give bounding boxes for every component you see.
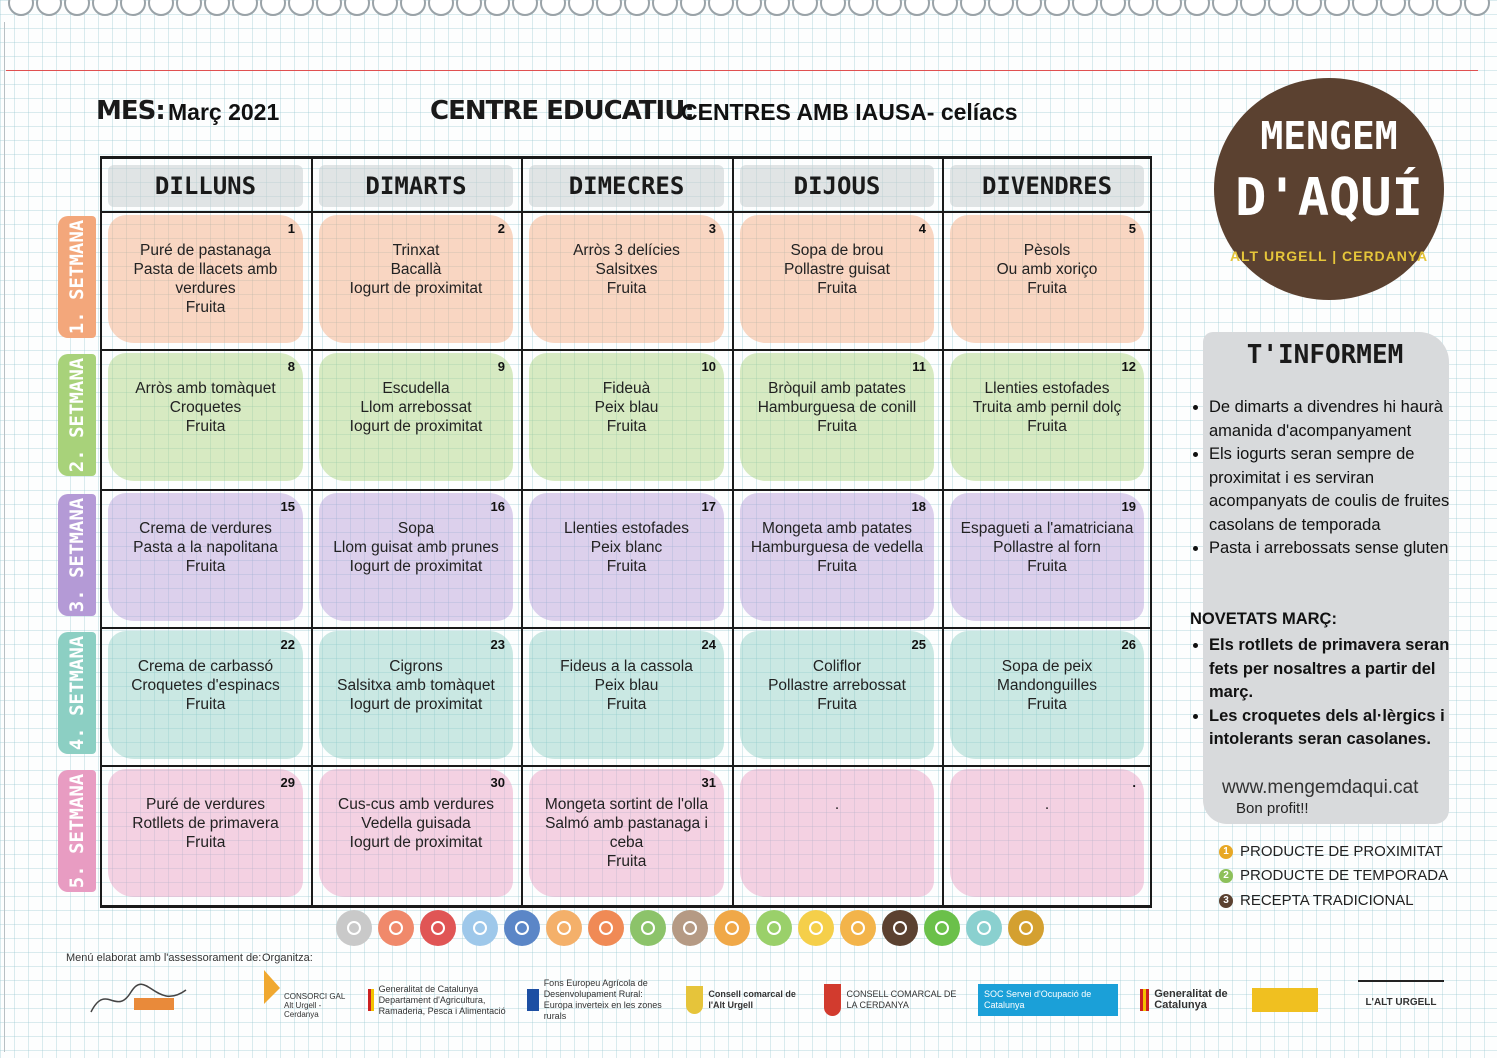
mengem-daqui-logo bbox=[1214, 78, 1444, 300]
ring-icon bbox=[1268, 0, 1294, 16]
menu-text bbox=[112, 795, 299, 852]
sponsor-ccau bbox=[686, 980, 806, 1020]
menu-dish: Bacallà bbox=[390, 261, 442, 278]
menu-dish: Cigrons bbox=[389, 658, 443, 675]
ring-icon bbox=[428, 0, 454, 16]
menu-cell bbox=[100, 765, 311, 903]
margin-line bbox=[6, 70, 1478, 71]
menu-dish: Iogurt de proximitat bbox=[349, 280, 483, 297]
menu-text bbox=[323, 519, 509, 576]
sulphite-icon bbox=[798, 910, 834, 946]
day-header: DIMECRES bbox=[529, 165, 724, 207]
ring-icon bbox=[876, 0, 902, 16]
ring-icon bbox=[904, 0, 930, 16]
menu-cell bbox=[732, 349, 942, 487]
menu-cell bbox=[100, 627, 311, 765]
menu-dish: Arròs amb tomàquet bbox=[135, 380, 276, 397]
menu-cell bbox=[311, 211, 521, 349]
menu-cell bbox=[521, 349, 732, 487]
centre-value: CENTRES AMB IAUSA- celíacs bbox=[681, 99, 1018, 125]
day-number: 18 bbox=[911, 499, 926, 514]
lupin-icon bbox=[840, 910, 876, 946]
menu-calendar bbox=[100, 156, 1152, 908]
sponsor-alturgell bbox=[1358, 980, 1444, 1022]
info-item: • Els iogurts seran sempre de proximitat i es serviran acompanyats de coulis de fruites casolans de temporada bbox=[1209, 443, 1474, 537]
menu-cell bbox=[311, 765, 521, 903]
menu-dish: . bbox=[834, 796, 840, 813]
menu-text bbox=[323, 795, 509, 852]
day-header: DIMARTS bbox=[319, 165, 513, 207]
ring-icon bbox=[596, 0, 622, 16]
menu-dish: Salsitxes bbox=[595, 261, 658, 278]
ring-icon bbox=[848, 0, 874, 16]
menu-cell bbox=[521, 765, 732, 903]
menu-dish: Fruita bbox=[606, 280, 647, 297]
menu-text bbox=[954, 519, 1140, 576]
sponsor-text: Generalitat de Catalunya Departament d'Agricultura, Ramaderia, Pesca i Alimentació bbox=[378, 983, 506, 1016]
menu-dish: Puré de verdures bbox=[146, 796, 265, 813]
menu-dish: Llenties estofades bbox=[984, 380, 1110, 397]
menu-text bbox=[533, 379, 720, 436]
ring-icon bbox=[1184, 0, 1210, 16]
ring-icon bbox=[456, 0, 482, 16]
ring-icon bbox=[1240, 0, 1266, 16]
day-number: 30 bbox=[490, 775, 505, 790]
news-item: • Els rotllets de primavera seran fets per nosaltres a partir del març. bbox=[1209, 634, 1474, 705]
logo-line3: ALT URGELL | CERDANYA bbox=[1229, 248, 1429, 264]
menu-text bbox=[112, 241, 299, 317]
menu-text bbox=[323, 241, 509, 298]
ring-icon bbox=[316, 0, 342, 16]
legend-tradicional bbox=[1219, 892, 1414, 909]
info-item: • Pasta i arrebossats sense gluten bbox=[1209, 537, 1474, 561]
ring-icon bbox=[1100, 0, 1126, 16]
elaborat-text: Menú elaborat amb l'assessorament de: bbox=[66, 952, 262, 964]
day-number: 17 bbox=[701, 499, 716, 514]
menu-cell bbox=[942, 349, 1152, 487]
ring-icon bbox=[400, 0, 426, 16]
menu-dish: Trinxat bbox=[392, 242, 440, 259]
menu-text bbox=[533, 795, 720, 871]
menu-cell bbox=[100, 211, 311, 349]
ring-icon bbox=[288, 0, 314, 16]
menu-dish: Hamburguesa de vedella bbox=[750, 539, 924, 556]
cereal-icon bbox=[336, 910, 372, 946]
menu-text bbox=[533, 519, 720, 576]
cell-background bbox=[950, 769, 1144, 897]
menu-dish: Pasta de llacets amb verdures bbox=[133, 261, 278, 297]
ring-icon bbox=[344, 0, 370, 16]
ring-icon bbox=[372, 0, 398, 16]
sponsor-cerdanya bbox=[824, 980, 964, 1020]
bon-profit-text: Bon profit!! bbox=[1236, 800, 1309, 817]
menu-dish: Llom arrebossat bbox=[360, 399, 472, 416]
menu-dish: . bbox=[1044, 796, 1050, 813]
ring-icon bbox=[1352, 0, 1378, 16]
sesame-icon bbox=[756, 910, 792, 946]
menu-dish: Fruita bbox=[185, 558, 226, 575]
menu-dish: Fruita bbox=[817, 418, 857, 435]
week-label: 2. SETMANA bbox=[66, 357, 89, 473]
day-number: 11 bbox=[912, 359, 926, 374]
notebook-rings bbox=[0, 0, 1497, 22]
menu-dish: Fideus a la cassola bbox=[560, 658, 693, 675]
organitza-text: Organitza: bbox=[262, 952, 313, 964]
day-number: 10 bbox=[701, 359, 716, 374]
day-number: 4 bbox=[918, 221, 926, 236]
ring-icon bbox=[1324, 0, 1350, 16]
menu-cell bbox=[100, 489, 311, 627]
mollusc-icon bbox=[882, 910, 918, 946]
day-number: 2 bbox=[497, 221, 505, 236]
menu-dish: Fruita bbox=[817, 280, 857, 297]
menu-dish: Iogurt de proximitat bbox=[349, 834, 483, 851]
ring-icon bbox=[176, 0, 202, 16]
day-number: . bbox=[1132, 775, 1136, 790]
menu-dish: Fruita bbox=[1027, 696, 1067, 713]
day-number: 24 bbox=[701, 637, 716, 652]
menu-dish: Fruita bbox=[185, 834, 226, 851]
week-tab bbox=[58, 216, 96, 338]
sponsor-text: L'ALT URGELL bbox=[1365, 996, 1437, 1008]
menu-dish: Fruita bbox=[185, 696, 226, 713]
menu-dish: Fruita bbox=[185, 418, 226, 435]
menu-dish: Mongeta sortint de l'olla bbox=[544, 796, 709, 813]
sponsor-text: Consell comarcal de l'Alt Urgell bbox=[708, 989, 796, 1010]
menu-dish: Fruita bbox=[606, 696, 647, 713]
page-edge bbox=[4, 22, 5, 1052]
eco-icon bbox=[924, 910, 960, 946]
day-number: 3 bbox=[708, 221, 716, 236]
menu-dish: Hamburguesa de conill bbox=[757, 399, 917, 416]
consorci-logo bbox=[262, 968, 282, 1006]
menu-cell bbox=[732, 627, 942, 765]
ring-icon bbox=[1408, 0, 1434, 16]
menu-dish: Salsitxa amb tomàquet bbox=[337, 677, 495, 694]
menu-text bbox=[954, 379, 1140, 436]
info-list bbox=[1190, 396, 1474, 561]
sponsor-agricultura bbox=[368, 980, 513, 1020]
ring-icon bbox=[1436, 0, 1462, 16]
ring-icon bbox=[120, 0, 146, 16]
legend-temporada bbox=[1219, 867, 1448, 884]
menu-dish: Mandonguilles bbox=[997, 677, 1097, 694]
week-tab bbox=[58, 354, 96, 476]
day-number: 8 bbox=[287, 359, 295, 374]
ring-icon bbox=[820, 0, 846, 16]
ring-icon bbox=[764, 0, 790, 16]
day-number: 12 bbox=[1121, 359, 1136, 374]
menu-dish: Pollastre al forn bbox=[993, 539, 1101, 556]
day-number: 23 bbox=[490, 637, 505, 652]
menu-dish: Salmó amb pastanaga i ceba bbox=[545, 815, 708, 851]
soc-badge: SOC Servei d'Ocupació de Catalunya bbox=[978, 984, 1118, 1016]
menu-cell bbox=[311, 489, 521, 627]
menu-dish: Sopa de peix bbox=[1001, 658, 1093, 675]
menu-dish: Fruita bbox=[185, 299, 226, 316]
day-number: 1 bbox=[287, 221, 295, 236]
week-label: 4. SETMANA bbox=[66, 635, 89, 751]
ring-icon bbox=[960, 0, 986, 16]
menu-dish: Sopa de brou bbox=[790, 242, 884, 259]
sponsor-feader bbox=[527, 980, 672, 1020]
menu-cell bbox=[942, 211, 1152, 349]
menu-dish: Llom guisat amb prunes bbox=[333, 539, 499, 556]
allergen-icon-row bbox=[336, 910, 1044, 946]
nut-icon bbox=[630, 910, 666, 946]
ring-icon bbox=[1296, 0, 1322, 16]
logo-line2: D'AQUÍ bbox=[1235, 168, 1423, 228]
menu-dish: Iogurt de proximitat bbox=[349, 696, 483, 713]
week-label: 3. SETMANA bbox=[66, 497, 89, 613]
menu-cell bbox=[942, 489, 1152, 627]
ring-icon bbox=[1016, 0, 1042, 16]
ring-icon bbox=[8, 0, 34, 16]
menu-dish: Pollastre guisat bbox=[784, 261, 890, 278]
news-item: • Les croquetes dels al·lèrgics i intolerants seran casolanes. bbox=[1209, 705, 1474, 752]
spain-gov-logo bbox=[1252, 988, 1318, 1012]
menu-text bbox=[744, 241, 930, 298]
menu-cell bbox=[311, 627, 521, 765]
legend-label: PRODUCTE DE TEMPORADA bbox=[1240, 867, 1449, 884]
sponsor-soc bbox=[978, 980, 1118, 1020]
website-link[interactable]: www.mengemdaqui.cat bbox=[1222, 777, 1419, 798]
news-title: NOVETATS MARÇ: bbox=[1190, 610, 1337, 628]
menu-dish: Fruita bbox=[606, 418, 647, 435]
ring-icon bbox=[204, 0, 230, 16]
menu-dish: Fruita bbox=[817, 696, 857, 713]
menu-dish: Ou amb xoriço bbox=[996, 261, 1098, 278]
info-title: T'INFORMEM bbox=[1246, 340, 1404, 370]
menu-dish: Bròquil amb patates bbox=[768, 380, 906, 397]
ring-icon bbox=[988, 0, 1014, 16]
sponsor-text: CONSELL COMARCAL DE LA CERDANYA bbox=[846, 989, 957, 1010]
fish-icon bbox=[462, 910, 498, 946]
menu-dish: Rotllets de primavera bbox=[132, 815, 279, 832]
menu-text bbox=[533, 241, 720, 298]
month-label: MES: bbox=[96, 96, 165, 126]
week-label: 5. SETMANA bbox=[66, 773, 89, 889]
day-number: 5 bbox=[1128, 221, 1136, 236]
ring-icon bbox=[568, 0, 594, 16]
info-item: • De dimarts a divendres hi haurà amanida d'acompanyament bbox=[1209, 396, 1474, 443]
legend-proximitat bbox=[1219, 843, 1443, 860]
menu-cell bbox=[942, 765, 1152, 903]
ring-icon bbox=[484, 0, 510, 16]
menu-dish: Peix blau bbox=[594, 677, 659, 694]
legend-label: RECEPTA TRADICIONAL bbox=[1240, 892, 1414, 909]
egg-icon bbox=[420, 910, 456, 946]
day-number: 22 bbox=[280, 637, 295, 652]
menu-dish: Sopa bbox=[397, 520, 435, 537]
menu-text bbox=[954, 795, 1140, 814]
menu-cell bbox=[521, 489, 732, 627]
ring-icon bbox=[680, 0, 706, 16]
shield-icon bbox=[824, 984, 841, 1016]
ring-icon bbox=[1464, 0, 1490, 16]
day-number: 16 bbox=[490, 499, 505, 514]
peanut-icon bbox=[504, 910, 540, 946]
senyera-icon bbox=[368, 989, 374, 1011]
ring-icon bbox=[1072, 0, 1098, 16]
menu-dish: Iogurt de proximitat bbox=[349, 418, 483, 435]
menu-dish: Croquetes bbox=[169, 399, 242, 416]
ring-icon bbox=[1044, 0, 1070, 16]
legend-label: PRODUCTE DE PROXIMITAT bbox=[1240, 843, 1443, 860]
ring-icon bbox=[1128, 0, 1154, 16]
menu-text bbox=[744, 795, 930, 814]
menu-dish: Espagueti a l'amatriciana bbox=[960, 520, 1134, 537]
menu-dish: Pèsols bbox=[1023, 242, 1071, 259]
ring-icon bbox=[792, 0, 818, 16]
menu-cell bbox=[521, 627, 732, 765]
legend-dot-3-icon: 3 bbox=[1219, 894, 1233, 908]
oil-icon bbox=[1008, 910, 1044, 946]
day-number: 15 bbox=[280, 499, 295, 514]
menu-text bbox=[744, 657, 930, 714]
day-header: DIVENDRES bbox=[950, 165, 1144, 207]
ring-icon bbox=[1156, 0, 1182, 16]
menu-dish: Peix blau bbox=[594, 399, 659, 416]
day-number: 9 bbox=[497, 359, 505, 374]
menu-dish: Fruita bbox=[1027, 558, 1067, 575]
senyera-icon bbox=[1140, 989, 1149, 1011]
ring-icon bbox=[36, 0, 62, 16]
day-header: DILLUNS bbox=[108, 165, 303, 207]
week-tab bbox=[58, 770, 96, 892]
menu-text bbox=[533, 657, 720, 714]
menu-dish: Puré de pastanaga bbox=[140, 242, 271, 259]
menu-dish: Fruita bbox=[606, 853, 647, 870]
menu-dish: Coliflor bbox=[812, 658, 862, 675]
day-number: 26 bbox=[1121, 637, 1136, 652]
mustard-icon bbox=[714, 910, 750, 946]
menu-cell bbox=[732, 211, 942, 349]
ring-icon bbox=[652, 0, 678, 16]
ring-icon bbox=[92, 0, 118, 16]
menu-dish: Crema de carbassó bbox=[137, 658, 274, 675]
menu-dish: Vedella guisada bbox=[361, 815, 471, 832]
day-header: DIJOUS bbox=[740, 165, 934, 207]
menu-cell bbox=[100, 349, 311, 487]
menu-dish: Escudella bbox=[382, 380, 450, 397]
menu-dish: Croquetes d'espinacs bbox=[131, 677, 280, 694]
day-number: 29 bbox=[280, 775, 295, 790]
ring-icon bbox=[512, 0, 538, 16]
ring-icon bbox=[1380, 0, 1406, 16]
week-label: 1. SETMANA bbox=[66, 219, 89, 335]
menu-cell bbox=[521, 211, 732, 349]
menu-dish: Llenties estofades bbox=[564, 520, 689, 537]
milk-icon bbox=[588, 910, 624, 946]
menu-text bbox=[954, 241, 1140, 298]
week-tab bbox=[58, 494, 96, 616]
menu-dish: Fruita bbox=[1027, 418, 1067, 435]
ring-icon bbox=[148, 0, 174, 16]
news-list bbox=[1190, 634, 1474, 752]
centre-label: CENTRE EDUCATIU: bbox=[430, 96, 694, 126]
menu-dish: Fideuà bbox=[602, 380, 651, 397]
shield-icon bbox=[686, 986, 703, 1014]
menu-dish: Fruita bbox=[606, 558, 647, 575]
ring-icon bbox=[624, 0, 650, 16]
logo-line1: MENGEM bbox=[1260, 114, 1398, 158]
menu-dish: Iogurt de proximitat bbox=[349, 558, 483, 575]
menu-text bbox=[112, 379, 299, 436]
menu-text bbox=[323, 379, 509, 436]
crustacean-icon bbox=[378, 910, 414, 946]
menu-text bbox=[323, 657, 509, 714]
eu-flag-icon bbox=[527, 989, 539, 1011]
menu-text bbox=[954, 657, 1140, 714]
legend-dot-2-icon: 2 bbox=[1219, 869, 1233, 883]
soy-icon bbox=[546, 910, 582, 946]
menu-dish: Peix blanc bbox=[590, 539, 663, 556]
menu-dish: Arròs 3 delícies bbox=[573, 242, 680, 259]
yogurt-icon bbox=[966, 910, 1002, 946]
menu-cell bbox=[732, 489, 942, 627]
sponsor-text: Generalitat de Catalunya bbox=[1154, 988, 1228, 1011]
ring-icon bbox=[736, 0, 762, 16]
legend-dot-1-icon: 1 bbox=[1219, 845, 1233, 859]
ring-icon bbox=[1212, 0, 1238, 16]
menu-cell bbox=[311, 349, 521, 487]
menu-text bbox=[744, 519, 930, 576]
menu-dish: Fruita bbox=[1027, 280, 1067, 297]
menu-dish: Cus-cus amb verdures bbox=[338, 796, 494, 813]
menu-dish: Crema de verdures bbox=[139, 520, 272, 537]
day-number: 19 bbox=[1121, 499, 1136, 514]
menu-text bbox=[112, 657, 299, 714]
week-tab bbox=[58, 632, 96, 754]
cell-background bbox=[740, 769, 934, 897]
ring-icon bbox=[64, 0, 90, 16]
menu-cell bbox=[732, 765, 942, 903]
menu-dish: Fruita bbox=[817, 558, 857, 575]
month-value: Març 2021 bbox=[168, 99, 280, 125]
advisor-signature bbox=[86, 972, 196, 1024]
menu-dish: Mongeta amb patates bbox=[762, 520, 912, 537]
sponsor-generalitat bbox=[1140, 980, 1240, 1020]
ring-icon bbox=[708, 0, 734, 16]
menu-cell bbox=[942, 627, 1152, 765]
ring-icon bbox=[260, 0, 286, 16]
consorci-text: CONSORCI GAL Alt Urgell - Cerdanya bbox=[284, 992, 346, 1019]
sponsor-text: Fons Europeu Agrícola de Desenvolupament Rural: Europa inverteix en les zones rurals bbox=[543, 978, 662, 1021]
day-number: 25 bbox=[911, 637, 926, 652]
menu-dish: Truita amb pernil dolç bbox=[972, 399, 1122, 416]
menu-text bbox=[744, 379, 930, 436]
ring-icon bbox=[540, 0, 566, 16]
menu-dish: Pollastre arrebossat bbox=[768, 677, 906, 694]
day-number: 31 bbox=[701, 775, 716, 790]
ring-icon bbox=[232, 0, 258, 16]
menu-dish: Pasta a la napolitana bbox=[133, 539, 278, 556]
menu-text bbox=[112, 519, 299, 576]
celery-icon bbox=[672, 910, 708, 946]
ring-icon bbox=[932, 0, 958, 16]
